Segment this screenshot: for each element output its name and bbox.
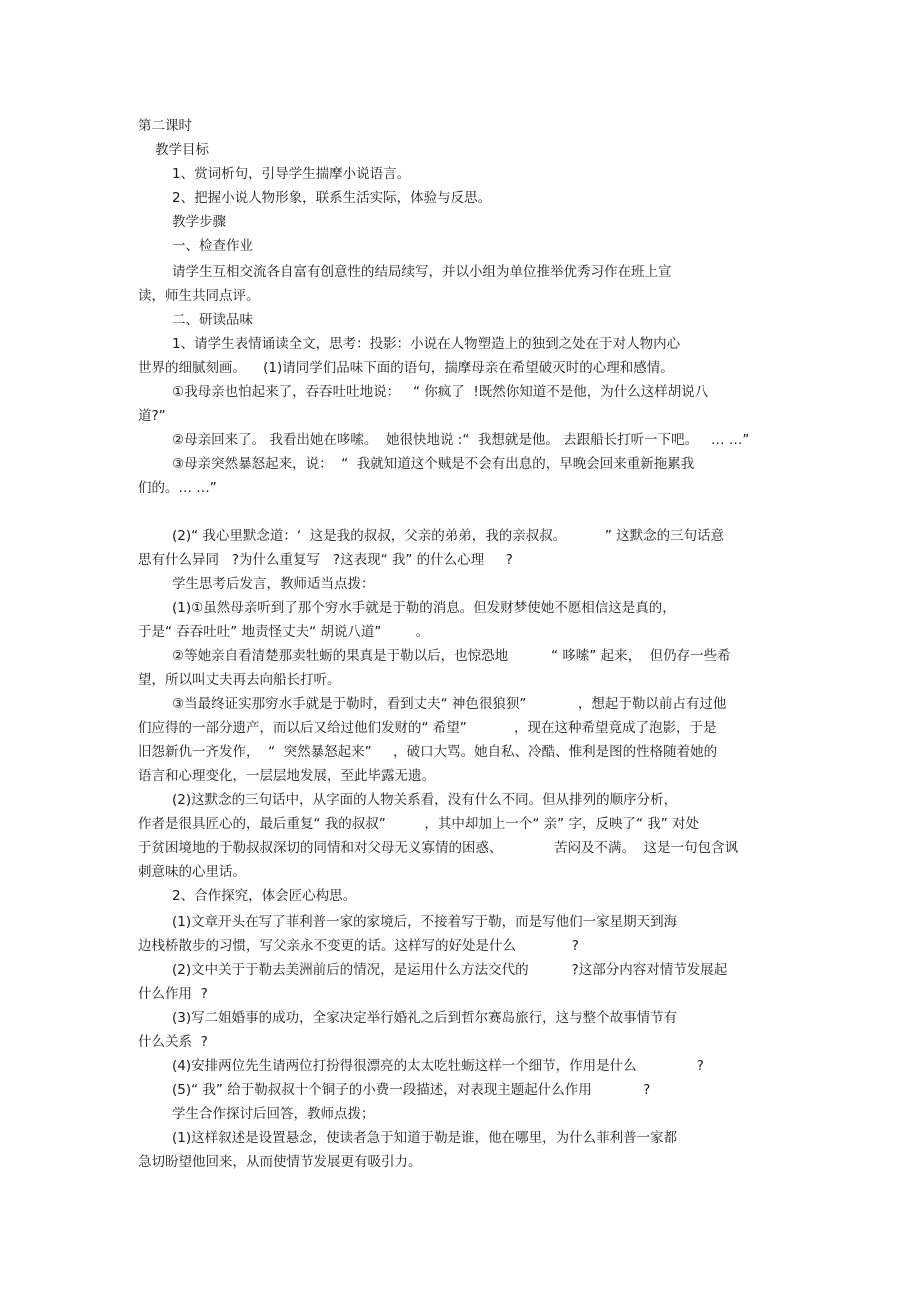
text-line: (1)这样叙述是设置悬念，使读者急于知道于勒是谁，他在哪里，为什么菲利普一家都 <box>172 1130 678 1146</box>
text-line: 2、合作探究，体会匠心构思。 <box>172 888 357 904</box>
text-line: 请学生互相交流各自富有创意性的结局续写，并以小组为单位推举优秀习作在班上宣 <box>172 264 672 280</box>
text-line: 刺意味的心里话。 <box>138 864 246 880</box>
text-line: (1)文章开头在写了菲利普一家的家境后，不接着写于勒，而是写他们一家星期天到海 <box>172 914 678 930</box>
text-line: (5)“ 我” 给于勒叔叔十个铜子的小费一段描述，对表现主题起什么作用 ? <box>172 1082 651 1098</box>
text-line: ②母亲回来了。 我看出她在哆嗦。 她很快地说 :“ 我想就是他。 去跟船长打听一下吧。 … …” <box>172 432 750 448</box>
text-line: 急切盼望他回来，从而使情节发展更有吸引力。 <box>138 1154 422 1170</box>
section-heading: 二、研读品味 <box>172 312 253 328</box>
text-line: 望，所以叫丈夫再去向船长打听。 <box>138 672 341 688</box>
lesson-heading: 第二课时 <box>138 118 192 134</box>
text-line: 们的。… …” <box>138 480 217 496</box>
text-line: 于是“ 吞吞吐吐” 地责怪丈夫“ 胡说八道” 。 <box>138 624 430 640</box>
section-heading: 一、检查作业 <box>172 238 253 254</box>
section-heading-objectives: 教学目标 <box>155 142 209 158</box>
text-line: 什么关系 ? <box>138 1034 208 1050</box>
text-line: 2、把握小说人物形象，联系生活实际，体验与反思。 <box>172 190 492 206</box>
text-line: 1、赏词析句，引导学生揣摩小说语言。 <box>172 166 411 182</box>
text-line: 读，师生共同点评。 <box>138 288 260 304</box>
text-line: 学生思考后发言，教师适当点拨： <box>172 576 375 592</box>
text-line: (2)文中关于于勒去美洲前后的情况，是运用什么方法交代的 ?这部分内容对情节发展起 <box>172 962 728 978</box>
text-line: 什么作用 ? <box>138 986 208 1002</box>
text-line: (1)①虽然母亲听到了那个穷水手就是于勒的消息。但发财梦使她不愿相信这是真的， <box>172 600 676 616</box>
text-line: 旧怨新仇一齐发作， “ 突然暴怒起来” ，破口大骂。她自私、冷酷、惟利是图的性格随着她的 <box>138 744 718 760</box>
text-line: 学生合作探讨后回答，教师点拨； <box>172 1106 375 1122</box>
text-line: 道?” <box>138 408 166 424</box>
text-line: ③当最终证实那穷水手就是于勒时，看到丈夫“ 神色很狼狈” ，想起于勒以前占有过他 <box>172 696 727 712</box>
section-heading-steps: 教学步骤 <box>172 214 226 230</box>
text-line: ②等她亲自看清楚那卖牡蛎的果真是于勒以后，也惊恐地 “ 哆嗦” 起来， 但仍存一些希 <box>172 648 731 664</box>
text-line: (3)写二姐婚事的成功，全家决定举行婚礼之后到哲尔赛岛旅行，这与整个故事情节有 <box>172 1010 678 1026</box>
text-line: 们应得的一部分遗产，而以后又给过他们发财的“ 希望” ，现在这种希望竟成了泡影，于是 <box>138 720 717 736</box>
text-line: (2)这默念的三句话中，从字面的人物关系看，没有什么不同。但从排列的顺序分析， <box>172 792 678 808</box>
text-line: 作者是很具匠心的，最后重复“ 我的叔叔” ，其中却加上一个“ 亲” 字，反映了“ 我” 对处 <box>138 816 700 832</box>
text-line: 1、请学生表情诵读全文，思考：投影：小说在人物塑造上的独到之处在于对人物内心 <box>172 336 681 352</box>
text-line: 于贫困境地的于勒叔叔深切的同情和对父母无义寡情的困惑、 苦闷及不满。 这是一句包含讽 <box>138 840 739 856</box>
text-line: 语言和心理变化，一层层地发展，至此毕露无遗。 <box>138 768 435 784</box>
text-line: (2)“ 我心里默念道：‘ 这是我的叔叔，父亲的弟弟，我的亲叔叔。 ” 这默念的三句话意 <box>172 528 725 544</box>
text-line: 世界的细腻刻画。 (1)请同学们品味下面的语句，揣摩母亲在希望破灭时的心理和感情。 <box>138 360 674 376</box>
text-line: 边栈桥散步的习惯，写父亲永不变更的话。这样写的好处是什么 ? <box>138 938 579 954</box>
text-line: ①我母亲也怕起来了，吞吞吐吐地说： “ 你疯了 !既然你知道不是他，为什么这样胡说八 <box>172 384 709 400</box>
text-line: 思有什么异同 ?为什么重复写 ?这表现“ 我” 的什么心理 ? <box>138 552 513 568</box>
text-line: (4)安排两位先生请两位打扮得很漂亮的太太吃牡蛎这样一个细节，作用是什么 ? <box>172 1058 704 1074</box>
text-line: ③母亲突然暴怒起来，说： “ 我就知道这个贼是不会有出息的，早晚会回来重新拖累我 <box>172 456 695 472</box>
